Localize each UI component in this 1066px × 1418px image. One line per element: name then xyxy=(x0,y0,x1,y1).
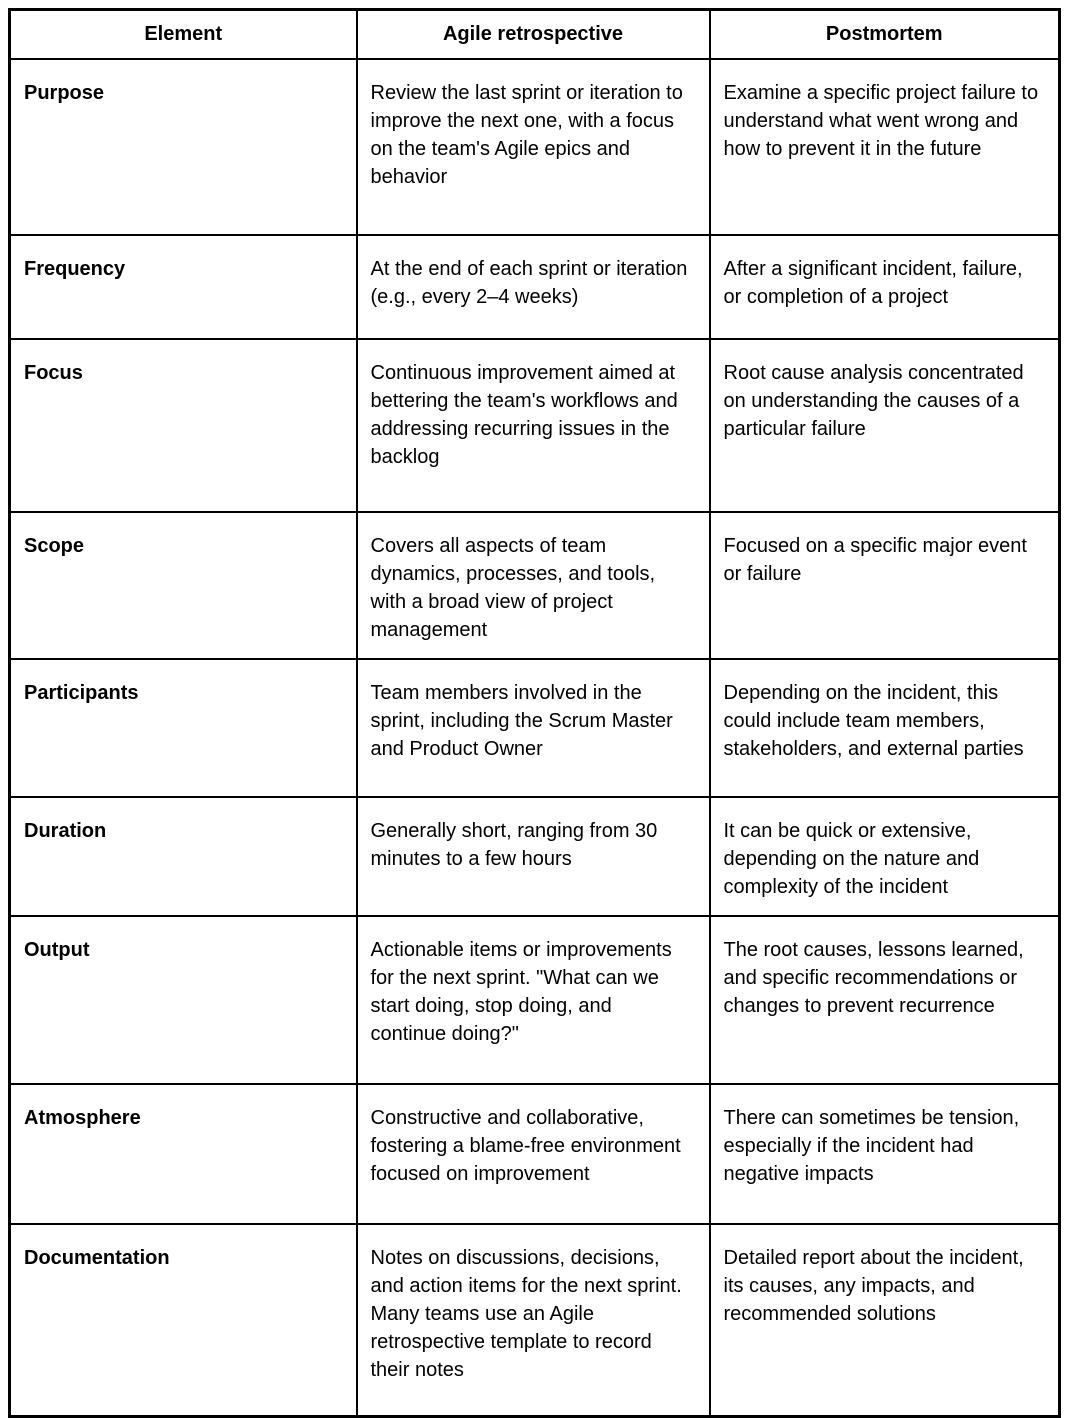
postmortem-cell: Examine a specific project failure to understand what went wrong and how to prevent it in the future xyxy=(710,59,1060,235)
header-element: Element xyxy=(10,10,357,59)
row-label: Documentation xyxy=(10,1224,357,1417)
agile-cell: Review the last sprint or iteration to improve the next one, with a focus on the team's Agile epics and behavior xyxy=(357,59,710,235)
header-agile-retrospective: Agile retrospective xyxy=(357,10,710,59)
row-label: Purpose xyxy=(10,59,357,235)
postmortem-cell: It can be quick or extensive, depending on the nature and complexity of the incident xyxy=(710,797,1060,916)
table-row-focus xyxy=(10,339,1060,512)
comparison-table xyxy=(8,8,1061,1418)
postmortem-cell: The root causes, lessons learned, and specific recommendations or changes to prevent recurrence xyxy=(710,916,1060,1084)
row-label: Output xyxy=(10,916,357,1084)
table-row-purpose xyxy=(10,59,1060,235)
row-label: Scope xyxy=(10,512,357,659)
agile-cell: At the end of each sprint or iteration (e.g., every 2–4 weeks) xyxy=(357,235,710,339)
table-row-duration xyxy=(10,797,1060,916)
agile-cell: Notes on discussions, decisions, and action items for the next sprint. Many teams use an Agile retrospective template to record their notes xyxy=(357,1224,710,1417)
agile-cell: Generally short, ranging from 30 minutes to a few hours xyxy=(357,797,710,916)
postmortem-cell: Root cause analysis concentrated on understanding the causes of a particular failure xyxy=(710,339,1060,512)
row-label: Duration xyxy=(10,797,357,916)
agile-cell: Continuous improvement aimed at bettering the team's workflows and addressing recurring issues in the backlog xyxy=(357,339,710,512)
row-label: Participants xyxy=(10,659,357,797)
table-row-participants xyxy=(10,659,1060,797)
postmortem-cell: Depending on the incident, this could include team members, stakeholders, and external parties xyxy=(710,659,1060,797)
row-label: Atmosphere xyxy=(10,1084,357,1224)
postmortem-cell: After a significant incident, failure, or completion of a project xyxy=(710,235,1060,339)
row-label: Frequency xyxy=(10,235,357,339)
agile-cell: Team members involved in the sprint, including the Scrum Master and Product Owner xyxy=(357,659,710,797)
row-label: Focus xyxy=(10,339,357,512)
table-row-output xyxy=(10,916,1060,1084)
header-row xyxy=(10,10,1060,59)
header-postmortem: Postmortem xyxy=(710,10,1060,59)
table-row-documentation xyxy=(10,1224,1060,1417)
postmortem-cell: Detailed report about the incident, its causes, any impacts, and recommended solutions xyxy=(710,1224,1060,1417)
agile-cell: Constructive and collaborative, fostering a blame-free environment focused on improvement xyxy=(357,1084,710,1224)
postmortem-cell: Focused on a specific major event or failure xyxy=(710,512,1060,659)
agile-cell: Covers all aspects of team dynamics, processes, and tools, with a broad view of project management xyxy=(357,512,710,659)
table-row-atmosphere xyxy=(10,1084,1060,1224)
agile-cell: Actionable items or improvements for the next sprint. "What can we start doing, stop doing, and continue doing?" xyxy=(357,916,710,1084)
table-row-scope xyxy=(10,512,1060,659)
postmortem-cell: There can sometimes be tension, especially if the incident had negative impacts xyxy=(710,1084,1060,1224)
table-row-frequency xyxy=(10,235,1060,339)
